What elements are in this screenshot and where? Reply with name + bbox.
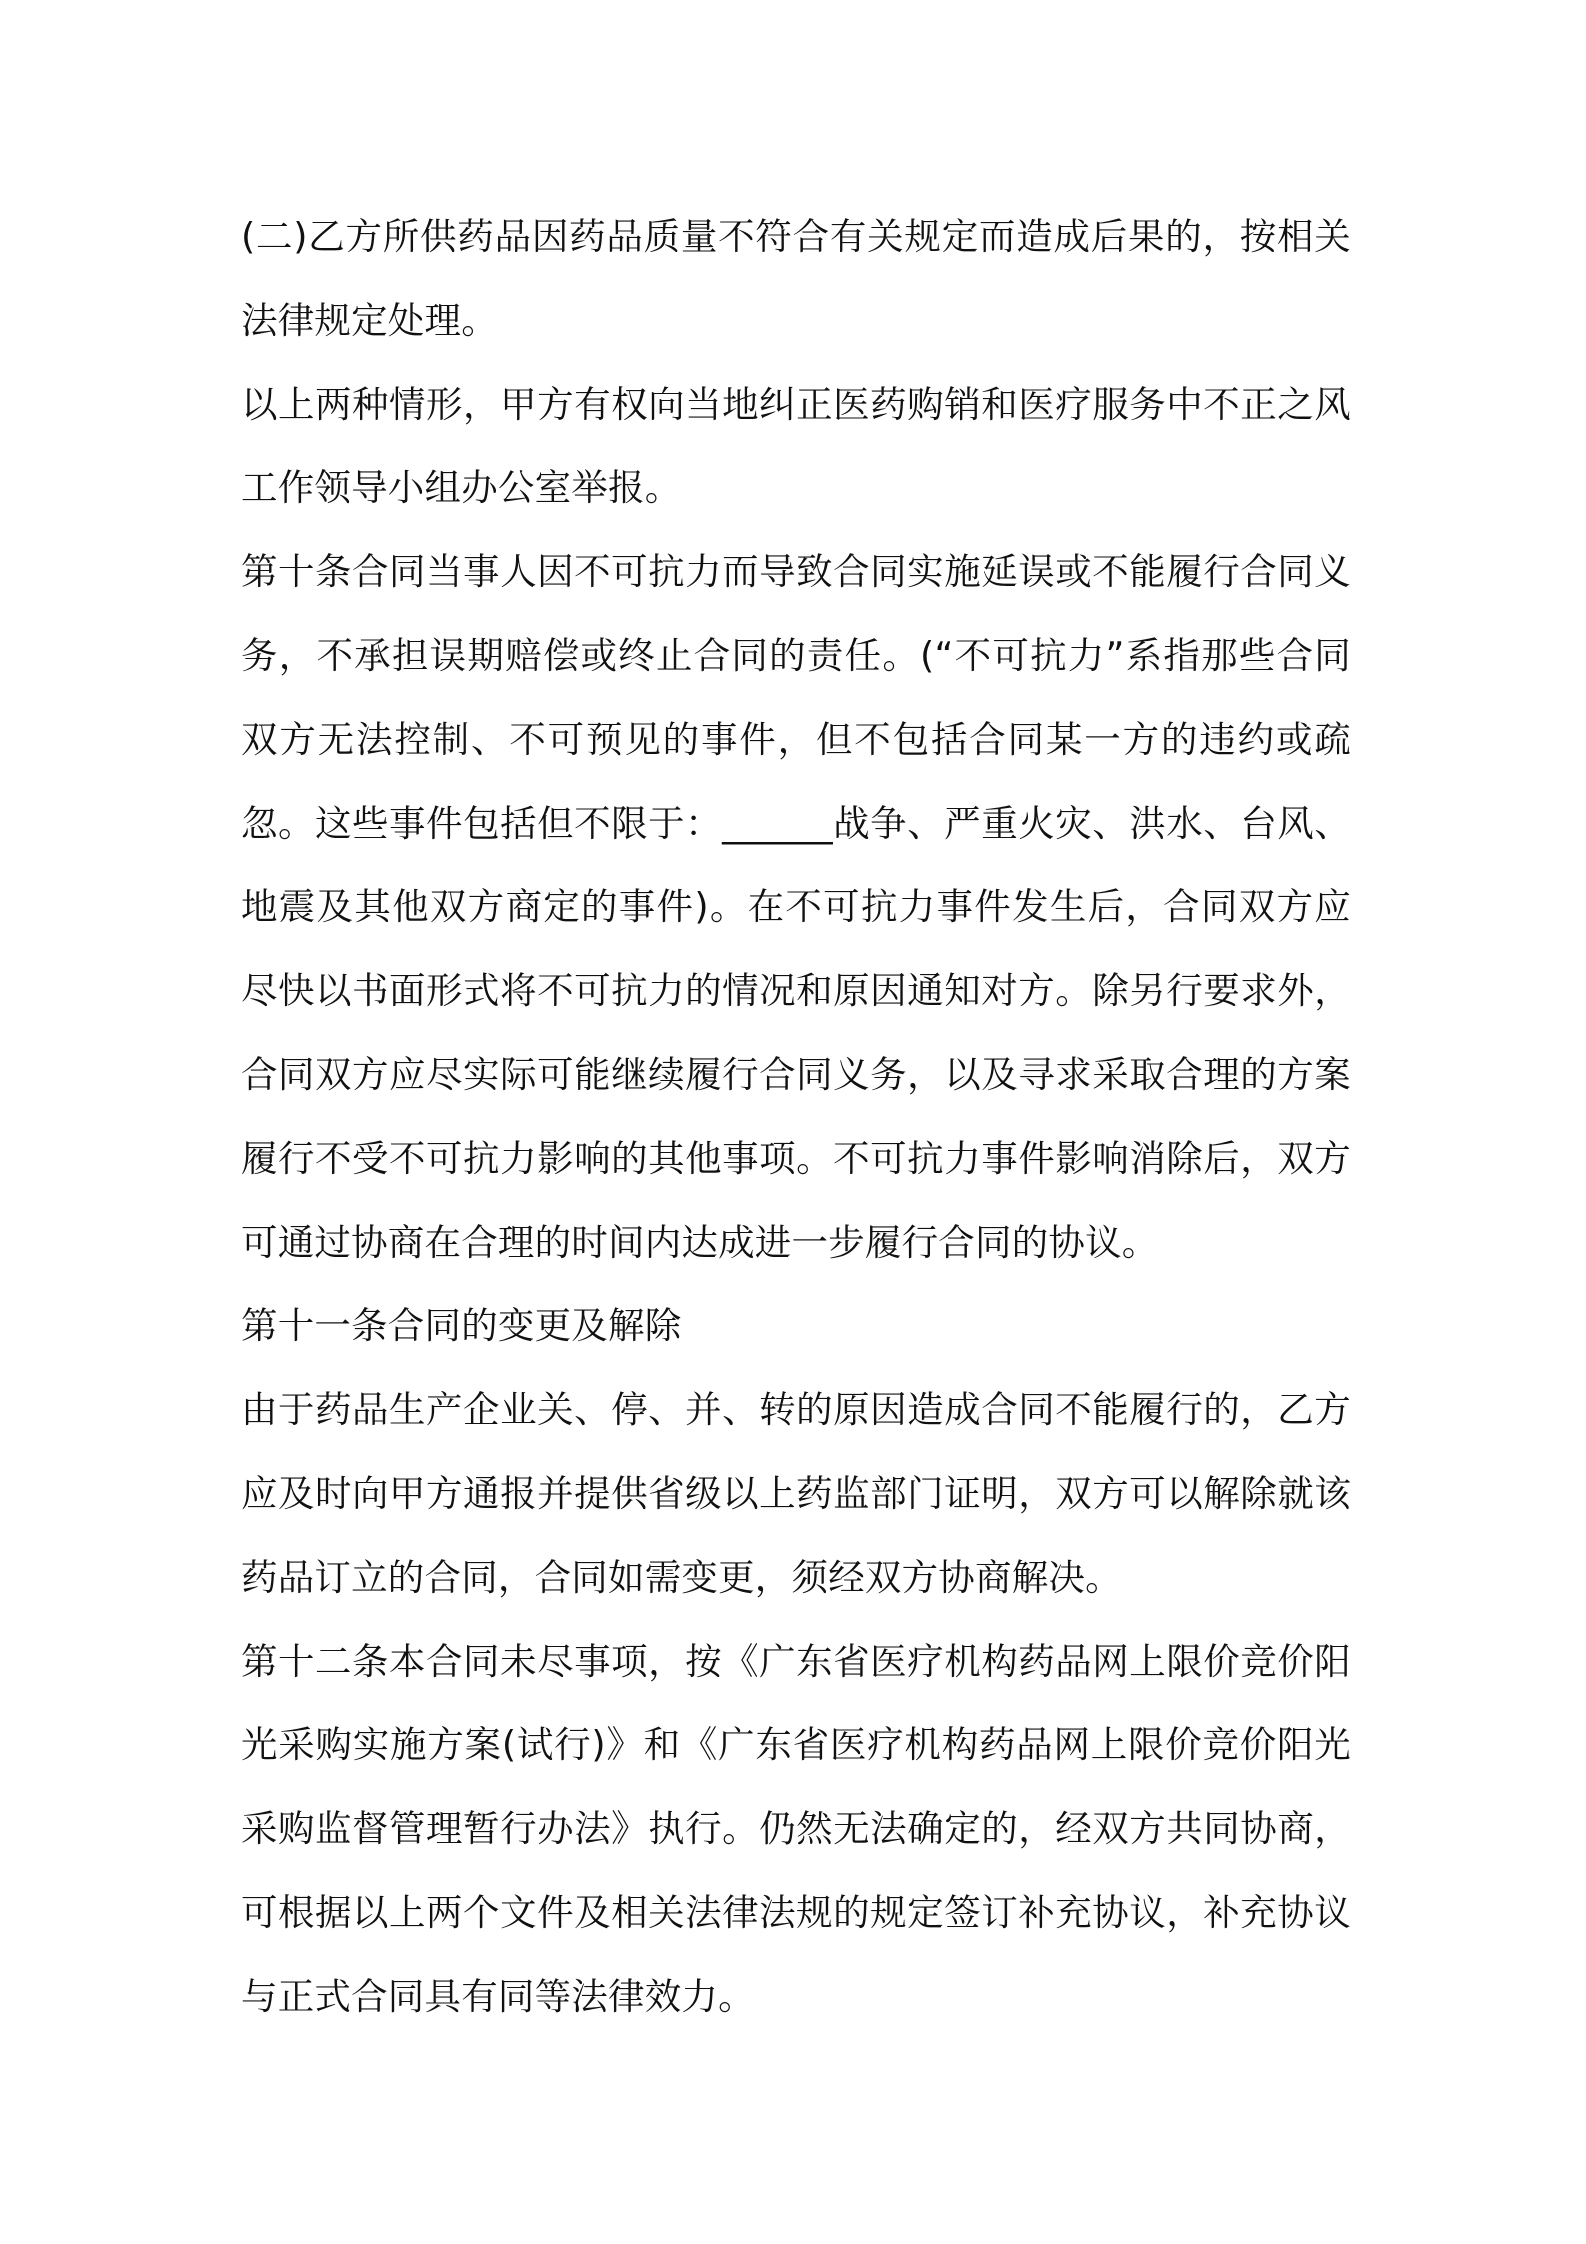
paragraph-article-10: 第十条合同当事人因不可抗力而导致合同实施延误或不能履行合同义务，不承担误期赔偿或终止合同的责任。(“不可抗力”系指那些合同双方无法控制、不可预见的事件，但不包括合同某一方的违约或疏忽。这些事件包括但不限于：______战争、严重火灾、洪水、台风、地震及其他双方商定的事件)。在不可抗力事件发生后，合同双方应尽快以书面形式将不可抗力的情况和原因通知对方。除另行要求外，合同双方应尽实际可能继续履行合同义务，以及寻求采取合理的方案履行不受不可抗力影响的其他事项。不可抗力事件影响消除后，双方可通过协商在合理的时间内达成进一步履行合同的协议。	[241, 550, 1351, 1264]
heading-article-11: 第十一条合同的变更及解除	[241, 1304, 682, 1348]
paragraph-report-right: 以上两种情形，甲方有权向当地纠正医药购销和医疗服务中不正之风工作领导小组办公室举报。	[241, 382, 1351, 510]
document-body	[241, 195, 1351, 2039]
paragraph-article-12: 第十二条本合同未尽事项，按《广东省医疗机构药品网上限价竞价阳光采购实施方案(试行)》和《广东省医疗机构药品网上限价竞价阳光采购监督管理暂行办法》执行。仍然无法确定的，经双方共同协商，可根据以上两个文件及相关法律法规的规定签订补充协议，补充协议与正式合同具有同等法律效力。	[241, 1639, 1351, 2018]
paragraph-article-11-body: 由于药品生产企业关、停、并、转的原因造成合同不能履行的，乙方应及时向甲方通报并提供省级以上药监部门证明，双方可以解除就该药品订立的合同，合同如需变更，须经双方协商解决。	[241, 1388, 1351, 1599]
paragraph-clause-2: (二)乙方所供药品因药品质量不符合有关规定而造成后果的，按相关法律规定处理。	[241, 215, 1351, 342]
